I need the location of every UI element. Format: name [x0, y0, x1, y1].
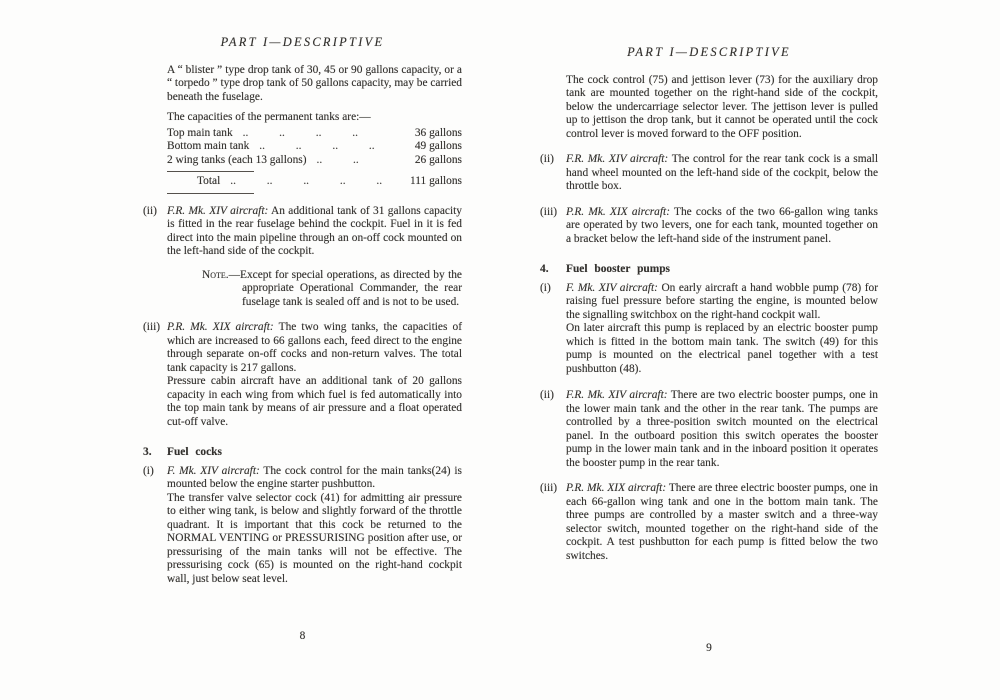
- item-lead: P.R. Mk. XIX aircraft:: [167, 321, 274, 333]
- item-lead: F.R. Mk. XIV aircraft:: [566, 389, 668, 401]
- page-left: [143, 35, 462, 642]
- total-row: [167, 175, 462, 189]
- section-title: Fuel cocks: [167, 446, 222, 458]
- item-lead: F. Mk. XIV aircraft:: [167, 464, 260, 477]
- item-lead: F. Mk. XIV aircraft:: [566, 281, 658, 294]
- item-marker: (i): [143, 464, 154, 477]
- item-lead: P.R. Mk. XIX aircraft:: [566, 482, 667, 494]
- table-row: [167, 140, 462, 154]
- page-number: 9: [706, 642, 712, 654]
- item-text: P.R. Mk. XIX aircraft: The cocks of the two 66-gallon wing tanks are operated by two levers, one for each tank, mounted together on a bracket below the left-hand side of the instrument panel.: [566, 205, 878, 245]
- section-number: 4.: [540, 263, 549, 275]
- list-item-i: [540, 282, 878, 377]
- capacity-table: [167, 127, 462, 194]
- row-label: Bottom main tank: [167, 140, 250, 152]
- page-heading: PART I—DESCRIPTIVE: [220, 35, 385, 49]
- item-marker: (ii): [540, 389, 554, 401]
- row-label: 2 wing tanks (each 13 gallons): [167, 153, 307, 166]
- item-text: F. Mk. XIV aircraft: On early aircraft a hand wobble pump (78) for raising fuel pressure before starting the engine, is mounted below the signalling switchbox on the right-hand cockpit wall.: [566, 281, 879, 321]
- table-row: [167, 127, 462, 141]
- leader-dots: .. .. .. ..: [242, 126, 358, 139]
- item-text: F.R. Mk. XIV aircraft: An additional tank of 31 gallons capacity is fitted in the rear fuselage behind the cockpit. Fuel in it is fed direct into the main pipeline through an on-off cock mounted on the left-hand side of the cockpit.: [167, 204, 462, 257]
- page-heading: PART I—DESCRIPTIVE: [627, 45, 791, 59]
- row-value: 26 gallons: [414, 153, 462, 166]
- item-text: F.R. Mk. XIV aircraft: The control for the rear tank cock is a small hand wheel mounted on the left-hand side of the cockpit, below the throttle box.: [566, 153, 878, 192]
- item-text: F. Mk. XIV aircraft: The cock control for the main tanks(24) is mounted below the engine starter pushbutton.: [167, 464, 462, 490]
- section-heading-fuel-cocks: [143, 446, 462, 460]
- item-text: F.R. Mk. XIV aircraft: There are two electric booster pumps, one in the lower main tank and the other in the rear tank. The pumps are controlled by a three-position switch mounted on the electrical panel. In the outboard position this switch operates the booster pump in the lower main tank and in the inboard position it operates the booster pump in the rear tank.: [566, 389, 878, 469]
- list-item-i: [143, 465, 462, 587]
- row-label: Top main tank: [167, 126, 233, 139]
- section-title: Fuel booster pumps: [566, 263, 670, 275]
- list-item-iii: [540, 482, 878, 563]
- item-text: On later aircraft this pump is replaced by an electric booster pump which is fitted in the bottom main tank. The switch (49) for this pump is mounted on the electrical panel together with a test pushbutton (48).: [566, 322, 878, 375]
- row-value: 36 gallons: [414, 126, 462, 139]
- intro-paragraph: The cock control (75) and jettison lever (73) for the auxiliary drop tank are mounted together on the right-hand side of the cockpit, below the undercarriage selector lever. The jettison lever is pulled up to jettison the drop tank, but it cannot be operated until the cock control lever is moved forward to the OFF position.: [566, 73, 878, 140]
- page-number: 8: [299, 630, 306, 642]
- list-item-ii: [540, 153, 878, 194]
- item-lead: P.R. Mk. XIX aircraft:: [566, 205, 671, 218]
- page-right: [540, 45, 879, 654]
- section-number: 3.: [143, 446, 152, 458]
- total-rule-top: [167, 171, 254, 172]
- item-marker: (iii): [540, 482, 558, 494]
- item-marker: (iii): [540, 205, 558, 218]
- total-value: 111 gallons: [410, 175, 462, 187]
- item-marker: (ii): [143, 204, 157, 217]
- item-lead: F.R. Mk. XIV aircraft:: [566, 153, 669, 165]
- list-item-iii: [540, 206, 878, 247]
- list-item-iii: [143, 321, 462, 429]
- item-text: The transfer valve selector cock (41) for admitting air pressure to either wing tank, is below and slightly forward of the throttle quadrant. It is important that this cock be returned to the NORMAL VENTING or PRESSURISING position after use, or pressurising of the main tanks will not be effective. The pressurising cock (65) is mounted on the right-hand cockpit wall, just below seat level.: [167, 491, 462, 585]
- leader-dots: .. .. .. .. ..: [230, 175, 383, 187]
- item-text: P.R. Mk. XIX aircraft: The two wing tanks, the capacities of which are increased to 66 gallons each, feed direct to the engine through separate on-off cocks and non-return valves. The total tank capacity is 217 gallons.: [167, 321, 462, 374]
- item-marker: (iii): [143, 321, 161, 333]
- item-marker: (ii): [540, 153, 554, 165]
- intro-paragraph: A “ blister ” type drop tank of 30, 45 or 90 gallons capacity, or a “ torpedo ” type drop tank of 50 gallons capacity, may be carried beneath the fuselage.: [167, 63, 462, 103]
- list-item-ii: [143, 205, 462, 259]
- item-text: Pressure cabin aircraft have an additional tank of 20 gallons capacity in each wing from which fuel is fed automatically into the top main tank by means of air pressure and a float operated cut-off valve.: [167, 375, 462, 428]
- table-row: [167, 154, 462, 168]
- total-rule-bottom: [167, 193, 254, 194]
- capacities-lead: The capacities of the permanent tanks are:—: [167, 111, 371, 123]
- total-label: Total: [197, 175, 221, 187]
- item-text: P.R. Mk. XIX aircraft: There are three electric booster pumps, one in each 66-gallon wing tank and one in the bottom main tank. The three pumps are controlled by a master switch and a three-way selector switch, mounted together on the right-hand side of the cockpit. A test pushbutton for each pump is fitted below the two switches.: [566, 482, 878, 562]
- row-value: 49 gallons: [414, 140, 462, 152]
- section-heading-fuel-booster-pumps: [540, 263, 878, 277]
- note-paragraph: Note.—Except for special operations, as directed by the appropriate Operational Commander, the rear fuselage tank is sealed off and is not to be used.: [202, 268, 462, 308]
- leader-dots: .. .. .. ..: [259, 140, 375, 152]
- note-label: Note.—: [202, 268, 241, 281]
- list-item-ii: [540, 389, 878, 470]
- item-lead: F.R. Mk. XIV aircraft:: [167, 204, 269, 217]
- item-marker: (i): [540, 281, 551, 294]
- leader-dots: .. ..: [316, 153, 359, 166]
